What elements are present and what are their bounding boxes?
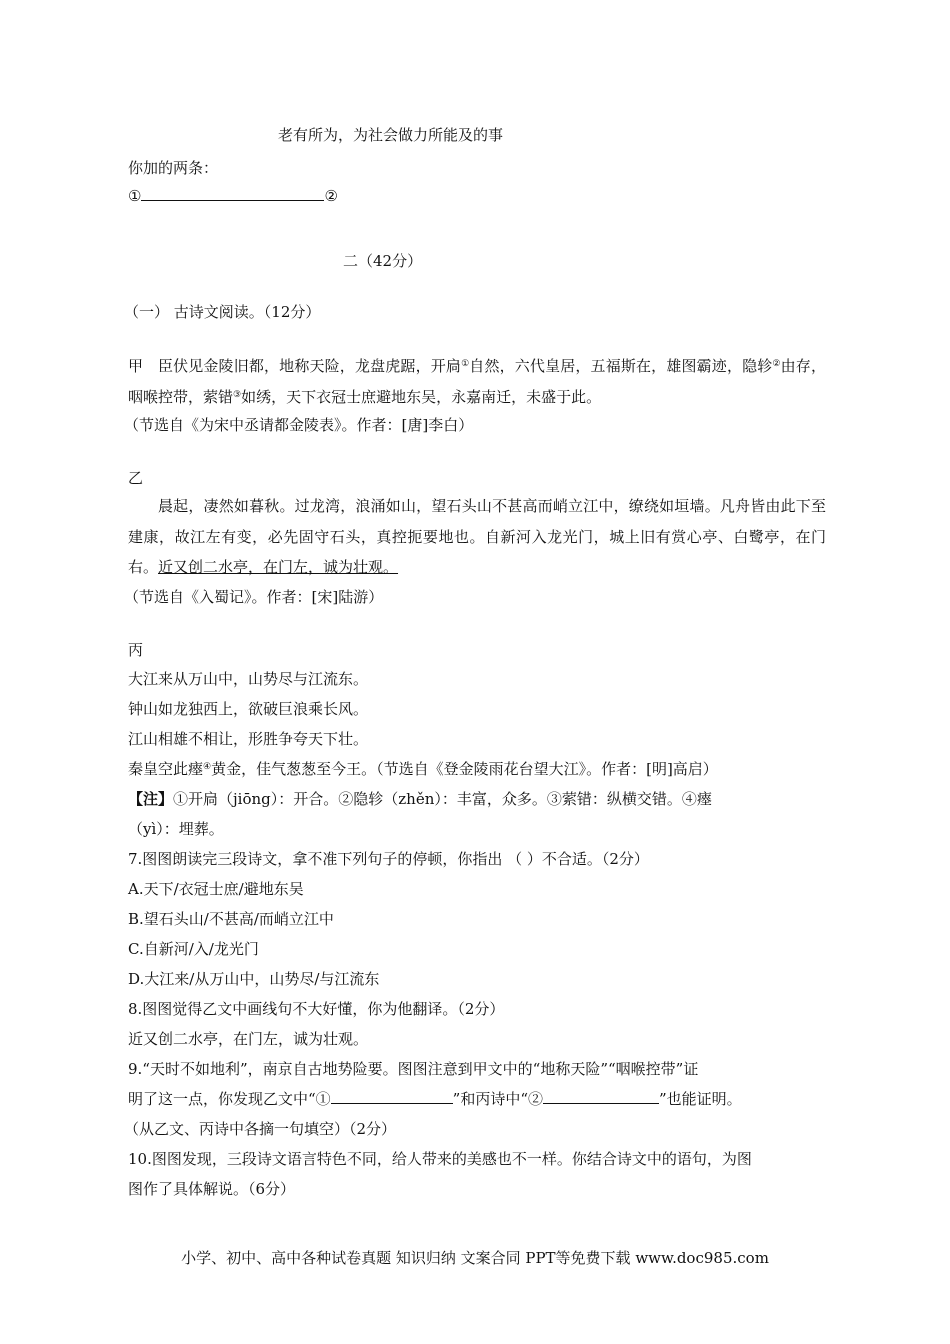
passage-jia-text: 如绣，天下衣冠士庶避地东吴，永嘉南迁，未盛于此。: [241, 387, 602, 406]
poem-text: 秦皇空此瘞: [128, 760, 204, 778]
passage-bing-label: 丙: [128, 641, 144, 659]
question-9-text: 明了这一点，你发现乙文中“①: [128, 1090, 331, 1108]
answer-blank-row: [128, 186, 338, 206]
answer-blank-q9-1[interactable]: [331, 1089, 453, 1104]
underlined-sentence: 近又创二水亭，在门左，诚为壮观。: [158, 558, 399, 576]
question-9-text: ”和丙诗中“②: [452, 1090, 544, 1108]
subsection-heading: （一） 古诗文阅读。（12分）: [124, 303, 321, 321]
question-9-line: 9.“天时不如地利”，南京自古地势险要。图图注意到甲文中的“地称天险”“咽喉控带”证: [128, 1060, 699, 1078]
note-marker-4: ④: [203, 762, 212, 772]
annotation-text: ①开扃（jiōng）：开合。②隐轸（zhěn）：丰富，众多。③萦错：纵横交错。④瘞: [173, 790, 712, 808]
passage-yi: [128, 491, 826, 583]
passage-yi-text: 晨起，凄然如暮秋。过龙湾，浪涌如山，望石头山不甚高而峭立江中，缭绕如垣墙。凡舟皆由此下至建康，故江左有变，必先固守石头，真控扼要地也。自新河入龙光门，城上旧有赏心亭、白鹭亭，在门右。: [128, 497, 826, 576]
passage-jia-source: （节选自《为宋中丞请都金陵表》。作者：[唐]李白）: [124, 416, 474, 434]
note-marker-2: ②: [772, 359, 781, 369]
footer-text: 小学、初中、高中各种试卷真题 知识归纳 文案合同 PPT等免费下载 www.doc985.com: [181, 1249, 769, 1267]
note-marker-1: ①: [461, 359, 470, 369]
poem-text: 黄金，佳气葱葱至今王。（节选自《登金陵雨花台望大江》。作者：[明]高启）: [211, 760, 718, 778]
added-items-label: 你加的两条：: [128, 159, 219, 177]
section-heading: 二（42分）: [343, 252, 423, 270]
annotation-line: [128, 789, 712, 809]
annotation-bracket: 【注】: [128, 790, 174, 808]
passage-jia: [128, 351, 826, 412]
question-10-line: 图作了具体解说。（6分）: [128, 1180, 296, 1198]
question-8: 8.图图觉得乙文中画线句不大好懂，你为他翻译。（2分）: [128, 1000, 505, 1018]
note-marker-3: ③: [233, 389, 242, 400]
question-9-line: （从乙文、丙诗中各摘一句填空）（2分）: [124, 1120, 397, 1138]
passage-yi-source: （节选自《入蜀记》。作者：[宋]陆游）: [124, 588, 384, 606]
passage-jia-text: 自然，六代皇居，五福斯在，雄图霸迹，隐轸: [469, 357, 773, 375]
option-a: A.天下/衣冠士庶/避地东吴: [128, 880, 304, 898]
circle-one: ①: [128, 187, 142, 205]
option-d: D.大江来/从万山中，山势尽/与江流东: [128, 970, 380, 988]
question-9-fill-line: [128, 1089, 742, 1109]
question-8-sentence: 近又创二水亭，在门左，诚为壮观。: [128, 1030, 369, 1048]
question-7: 7.图图朗读完三段诗文，拿不准下列句子的停顿，你指出 （ ）不合适。（2分）: [128, 850, 649, 868]
passage-jia-label: 甲: [128, 357, 144, 375]
circle-two: ②: [324, 187, 338, 205]
question-10-line: 10.图图发现，三段诗文语言特色不同，给人带来的美感也不一样。你结合诗文中的语句，为图: [128, 1150, 752, 1168]
motto-line: 老有所为，为社会做力所能及的事: [278, 126, 504, 144]
poem-line: 大江来从万山中，山势尽与江流东。: [128, 670, 369, 688]
annotation-line: （yì）：埋葬。: [128, 820, 224, 838]
answer-blank-1[interactable]: [141, 186, 324, 201]
poem-line: 钟山如龙独西上，欲破巨浪乘长风。: [128, 700, 369, 718]
passage-jia-text: 由存，咽喉控带，萦错: [128, 357, 826, 406]
passage-jia-text: 臣伏见金陵旧都，地称天险，龙盘虎踞，开扃: [157, 357, 462, 375]
poem-line-with-source: [128, 759, 718, 779]
answer-blank-q9-2[interactable]: [543, 1089, 659, 1104]
option-b: B.望石头山/不甚高/而峭立江中: [128, 910, 334, 928]
passage-yi-label: 乙: [128, 469, 144, 487]
poem-line: 江山相雄不相让，形胜争夸天下壮。: [128, 730, 369, 748]
option-c: C.自新河/入/龙光门: [128, 940, 259, 958]
question-9-text: ”也能证明。: [659, 1090, 742, 1108]
